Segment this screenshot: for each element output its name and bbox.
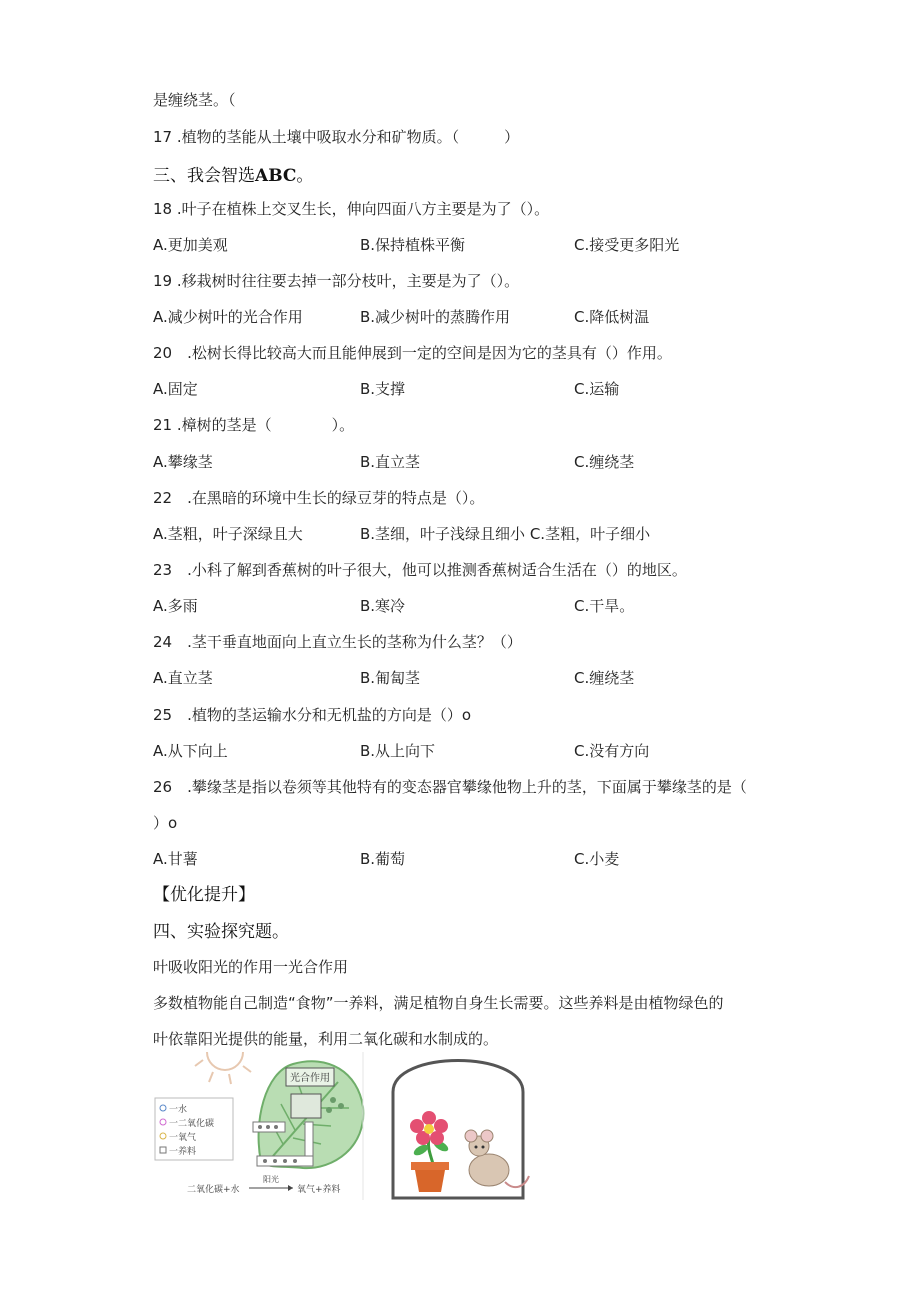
- question-18: 18 .叶子在植株上交叉生长，伸向四面八方主要是为了（）。: [153, 200, 550, 218]
- q18-option-c[interactable]: C.接受更多阳光: [574, 236, 680, 254]
- question-23: 23 .小科了解到香蕉树的叶子很大，他可以推测香蕉树适合生活在（）的地区。: [153, 561, 687, 579]
- section-3-heading: [153, 161, 313, 186]
- q24-option-b[interactable]: B.匍匐茎: [360, 669, 421, 687]
- q26-option-b[interactable]: B.葡萄: [360, 850, 406, 868]
- legend-water: 一水: [169, 1105, 188, 1115]
- q23-option-c[interactable]: C.干旱。: [574, 597, 635, 615]
- equation-right: 氧气+养料: [297, 1185, 341, 1195]
- q19-option-c[interactable]: C.降低树温: [574, 308, 650, 326]
- q20-option-c[interactable]: C.运输: [574, 380, 620, 398]
- q25-option-a[interactable]: A.从下向上: [153, 742, 228, 760]
- q21-option-c[interactable]: C.缠绕茎: [574, 453, 635, 471]
- section-3-bold: ABC: [255, 166, 297, 186]
- q24-option-c[interactable]: C.缠绕茎: [574, 669, 635, 687]
- equation-arrow-label: 阳光: [263, 1175, 279, 1184]
- legend-co2: 一二氧化碳: [169, 1119, 215, 1129]
- legend-nutrient: 一养料: [169, 1147, 197, 1157]
- q18-option-a[interactable]: A.更加美观: [153, 236, 228, 254]
- question-19: 19 .移栽树时往往要去掉一部分枝叶，主要是为了（）。: [153, 272, 520, 290]
- equation-left: 二氧化碳+水: [187, 1185, 240, 1195]
- section-4-heading: 四、实验探究题。: [153, 922, 289, 942]
- question-20: 20 .松树长得比较高大而且能伸展到一定的空间是因为它的茎具有（）作用。: [153, 344, 672, 362]
- photosynthesis-figure: [153, 1052, 535, 1200]
- section-optimize-heading: 【优化提升】: [153, 885, 255, 905]
- q22-option-a[interactable]: A.茎粗，叶子深绿且大: [153, 525, 303, 543]
- q20-option-a[interactable]: A.固定: [153, 380, 198, 398]
- prev-question-fragment: 是缠绕茎。（: [153, 91, 236, 109]
- q18-option-b[interactable]: B.保持植株平衡: [360, 236, 466, 254]
- question-17: 17 .植物的茎能从土壤中吸取水分和矿物质。（ ）: [153, 128, 520, 146]
- q26-option-c[interactable]: C.小麦: [574, 850, 620, 868]
- section-3-prefix: 三、我会智选: [153, 166, 255, 186]
- q19-option-b[interactable]: B.减少树叶的蒸腾作用: [360, 308, 511, 326]
- experiment-paragraph-line-2: 叶依靠阳光提供的能量，利用二氧化碳和水制成的。: [153, 1030, 499, 1048]
- equation: [187, 1174, 341, 1195]
- question-22: 22 .在黑暗的环境中生长的绿豆芽的特点是（）。: [153, 489, 485, 507]
- q25-option-b[interactable]: B.从上向下: [360, 742, 436, 760]
- q23-option-b[interactable]: B.寒冷: [360, 597, 406, 615]
- question-26-line-1: 26 .攀缘茎是指以卷须等其他特有的变态器官攀缘他物上升的茎，下面属于攀缘茎的是（: [153, 778, 747, 796]
- question-26-line-2: ）o: [153, 814, 178, 832]
- section-3-suffix: 。: [296, 166, 314, 186]
- q24-option-a[interactable]: A.直立茎: [153, 669, 213, 687]
- q19-option-a[interactable]: A.减少树叶的光合作用: [153, 308, 303, 326]
- q21-option-b[interactable]: B.直立茎: [360, 453, 421, 471]
- experiment-paragraph-line-1: 多数植物能自己制造“食物”一养料，满足植物自身生长需要。这些养料是由植物绿色的: [153, 994, 724, 1012]
- question-21: 21 .樟树的茎是（ ）。: [153, 416, 355, 434]
- sun-icon: [195, 1052, 251, 1084]
- q25-option-c[interactable]: C.没有方向: [574, 742, 650, 760]
- q22-option-b-c[interactable]: B.茎细，叶子浅绿且细小 C.茎粗，叶子细小: [360, 525, 651, 543]
- q21-option-a[interactable]: A.攀缘茎: [153, 453, 213, 471]
- question-25: 25 .植物的茎运输水分和无机盐的方向是（）o: [153, 706, 472, 724]
- q20-option-b[interactable]: B.支撑: [360, 380, 406, 398]
- experiment-subtitle: 叶吸收阳光的作用一光合作用: [153, 958, 349, 976]
- legend-oxygen: 一氧气: [169, 1133, 197, 1143]
- question-24: 24 .茎干垂直地面向上直立生长的茎称为什么茎？（）: [153, 633, 522, 651]
- q23-option-a[interactable]: A.多雨: [153, 597, 198, 615]
- legend: [155, 1098, 233, 1160]
- leaf-label: 光合作用: [290, 1073, 330, 1084]
- q26-option-a[interactable]: A.甘薯: [153, 850, 198, 868]
